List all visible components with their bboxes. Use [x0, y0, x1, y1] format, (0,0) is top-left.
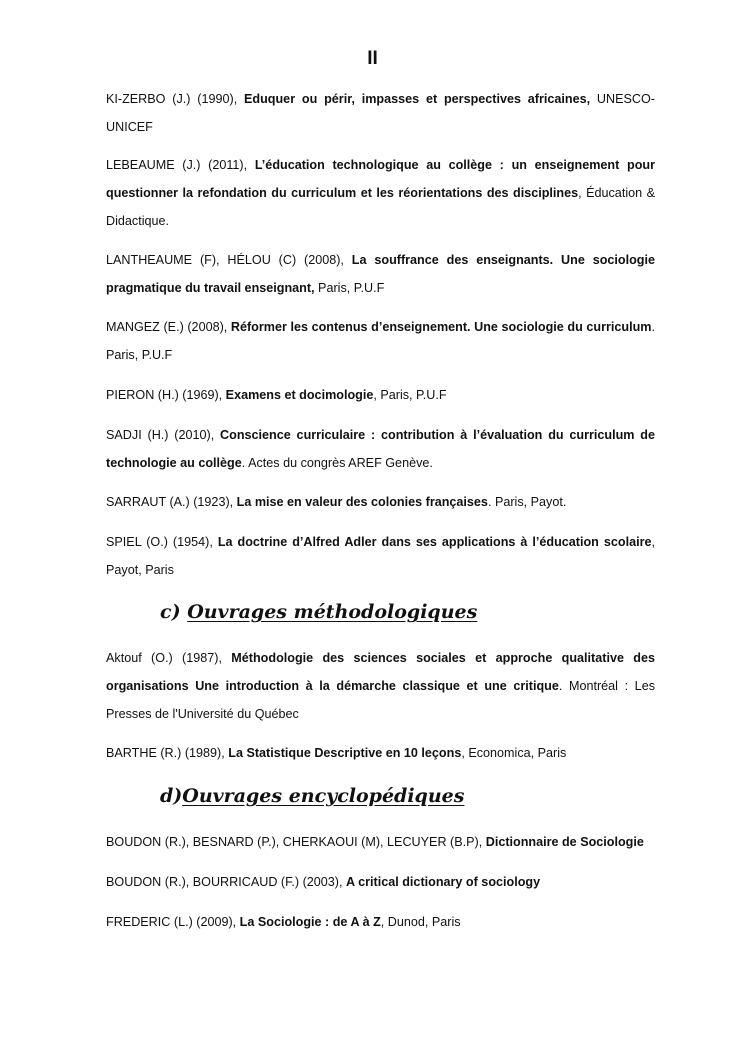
entry-publisher: , Payot, Paris [106, 535, 655, 577]
entry-title: L’éducation technologique au collège : un enseignement pour questionner la refondation du curriculum et les réorientations des disciplines [106, 158, 655, 200]
bibliography-entry [106, 868, 655, 896]
entry-author: LEBEAUME (J.) (2011), [106, 158, 255, 172]
bibliography-entry [106, 644, 655, 728]
bibliography-entry [106, 908, 655, 936]
entry-author: PIERON (H.) (1969), [106, 388, 226, 402]
entry-publisher: , Economica, Paris [461, 746, 567, 760]
entry-author: LANTHEAUME (F), HÉLOU (C) (2008), [106, 253, 352, 267]
bibliography-entry [106, 421, 655, 477]
entry-title: Méthodologie des sciences sociales et approche qualitative des organisations Une introduction à la démarche classique et une critique [106, 651, 655, 693]
entry-publisher: , Éducation & Didactique. [106, 186, 656, 228]
entry-author: MANGEZ (E.) (2008), [106, 320, 231, 334]
entry-publisher: Paris, P.U.F [314, 281, 385, 295]
entry-author: KI-ZERBO (J.) (1990), [106, 92, 245, 106]
entry-author: SPIEL (O.) (1954), [106, 535, 218, 549]
entry-title: Réformer les contenus d’enseignement. Une sociologie du curriculum [230, 320, 652, 334]
entry-title: Dictionnaire de Sociologie [485, 835, 644, 849]
bibliography-entry [106, 528, 655, 584]
section-prefix: c) [160, 601, 188, 623]
entry-publisher: . Actes du congrès AREF Genève. [241, 456, 433, 470]
entry-publisher: . Montréal : Les Presses de l'Université du Québec [106, 679, 655, 721]
bibliography-entry [106, 85, 655, 141]
entry-author: SADJI (H.) (2010), [106, 428, 221, 442]
bibliography-entry [106, 381, 655, 409]
bibliography-entry [106, 488, 655, 516]
entry-title: La Statistique Descriptive en 10 leçons [228, 746, 462, 760]
page-number: II [367, 48, 378, 69]
entry-title: A critical dictionary of sociology [346, 875, 541, 889]
entry-publisher: , Dunod, Paris [380, 915, 461, 929]
entry-author: BOUDON (R.), BESNARD (P.), CHERKAOUI (M), LECUYER (B.P), [106, 835, 486, 849]
entry-title: La Sociologie : de A à Z [239, 915, 381, 929]
entry-author: SARRAUT (A.) (1923), [106, 495, 237, 509]
bibliography-entry [106, 151, 655, 235]
section-heading-methodology [160, 598, 655, 626]
section-title: Ouvrages encyclopédiques [182, 785, 465, 807]
entry-publisher: . Paris, P.U.F [106, 320, 655, 362]
entry-publisher: . Paris, Payot. [487, 495, 567, 509]
entry-title: Examens et docimologie [225, 388, 374, 402]
entry-title: La doctrine d’Alfred Adler dans ses applications à l’éducation scolaire [217, 535, 652, 549]
entry-author: Aktouf (O.) (1987), [106, 651, 232, 665]
bibliography-entry [106, 739, 655, 767]
section-heading-encyclopedic [160, 782, 655, 810]
entry-title: La mise en valeur des colonies françaises [236, 495, 488, 509]
section-title: Ouvrages méthodologiques [187, 601, 478, 623]
entry-author: BOUDON (R.), BOURRICAUD (F.) (2003), [106, 875, 347, 889]
entry-title: Eduquer ou périr, impasses et perspectives africaines, [244, 92, 591, 106]
entry-author: BARTHE (R.) (1989), [106, 746, 229, 760]
entry-publisher: , Paris, P.U.F [373, 388, 447, 402]
entry-publisher: UNESCO-UNICEF [106, 92, 655, 134]
bibliography-entry [106, 313, 655, 369]
section-prefix: d) [160, 785, 183, 807]
bibliography-entry [106, 828, 655, 856]
entry-title: Conscience curriculaire : contribution à l’évaluation du curriculum de technologie au collège [106, 428, 655, 470]
entry-title: La souffrance des enseignants. Une sociologie pragmatique du travail enseignant, [106, 253, 655, 295]
bibliography-entry [106, 246, 655, 302]
entry-author: FREDERIC (L.) (2009), [106, 915, 240, 929]
